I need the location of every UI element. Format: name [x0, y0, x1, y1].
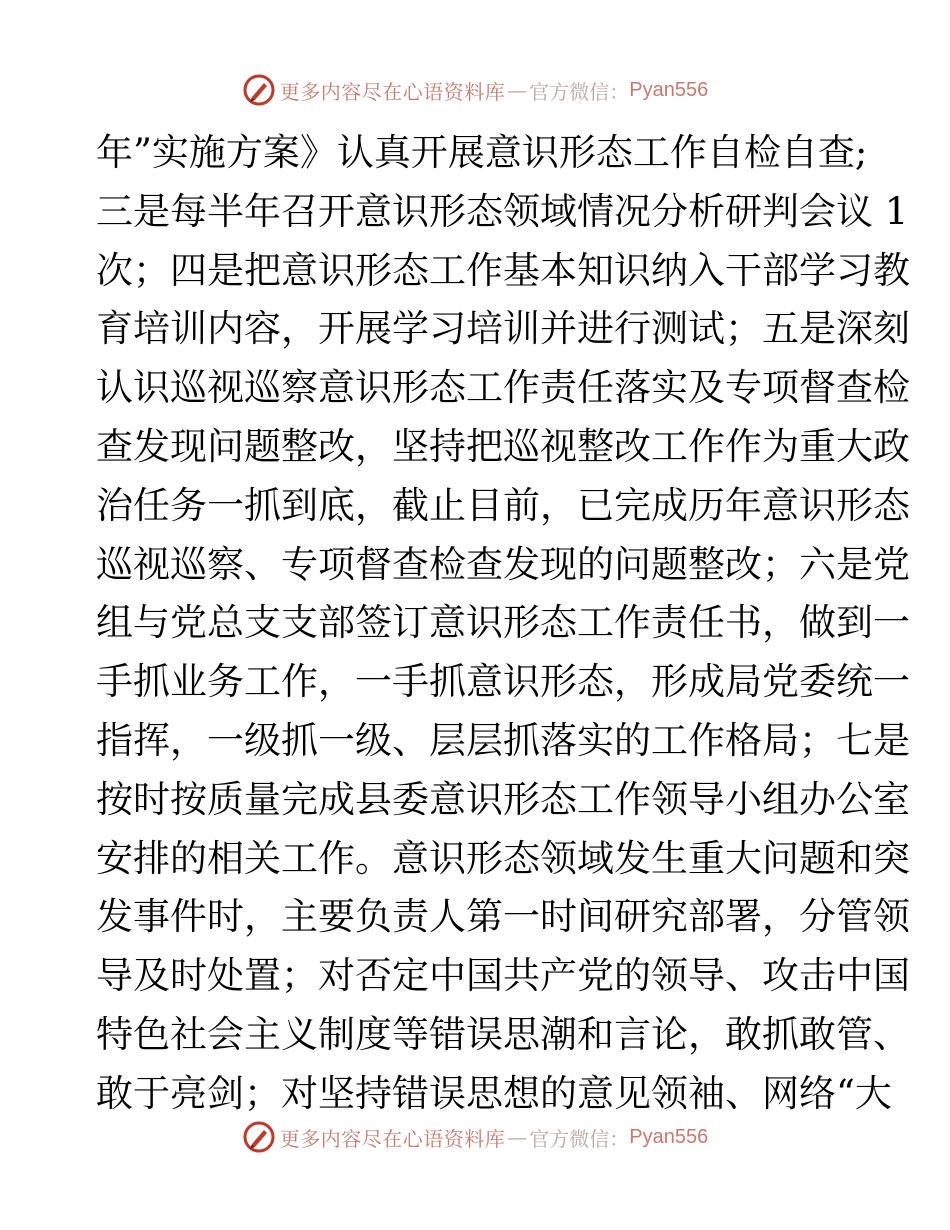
- watermark-brand-text: 更多内容尽在心语资料库: [279, 1126, 506, 1151]
- text-line: 查发现问题整改，坚持把巡视整改工作作为重大政: [96, 424, 910, 468]
- document-body: [96, 124, 910, 1124]
- text-line: 治任务一抓到底，截止目前，已完成历年意识形态: [96, 483, 910, 527]
- text-line: 特色社会主义制度等错误思潮和言论，敢抓敢管、: [96, 1012, 910, 1056]
- text-line: 次；四是把意识形态工作基本知识纳入干部学习教: [96, 248, 910, 292]
- text-line: 指挥，一级抓一级、层层抓落实的工作格局；七是: [96, 718, 910, 762]
- pen-circle-logo-icon: [242, 1120, 276, 1154]
- text-line: 按时按质量完成县委意识形态工作领导小组办公室: [96, 777, 910, 821]
- footer-watermark: [0, 1120, 950, 1154]
- pen-circle-logo-icon: [242, 73, 276, 107]
- text-line: 认识巡视巡察意识形态工作责任落实及专项督查检: [96, 366, 910, 410]
- text-line: 安排的相关工作。意识形态领域发生重大问题和突: [96, 836, 910, 880]
- header-watermark: [0, 73, 950, 107]
- watermark-official-label: 官方微信：: [529, 1126, 630, 1151]
- watermark-wechat-id: Pyan556: [629, 78, 709, 101]
- watermark-brand-text: 更多内容尽在心语资料库: [279, 79, 506, 104]
- text-line: 组与党总支支部签订意识形态工作责任书，做到一: [96, 601, 910, 645]
- text-line: 年”实施方案》认真开展意识形态工作自检自查;: [96, 131, 868, 174]
- text-line: 育培训内容，开展学习培训并进行测试；五是深刻: [96, 307, 910, 351]
- text-line: 手抓业务工作，一手抓意识形态，形成局党委统一: [96, 660, 910, 704]
- watermark-separator: —: [507, 78, 528, 102]
- text-line: 三是每半年召开意识形态领域情况分析研判会议 1: [96, 189, 909, 233]
- watermark-official-label: 官方微信：: [529, 79, 630, 104]
- text-line: 敢于亮剑；对坚持错误思想的意见领袖、网络“大: [96, 1071, 892, 1115]
- watermark-wechat-id: Pyan556: [629, 1125, 709, 1148]
- watermark-separator: —: [507, 1125, 528, 1149]
- text-line: 导及时处置；对否定中国共产党的领导、攻击中国: [96, 954, 910, 998]
- text-line: 巡视巡察、专项督查检查发现的问题整改；六是党: [96, 542, 910, 586]
- text-line: 发事件时，主要负责人第一时间研究部署，分管领: [96, 895, 910, 939]
